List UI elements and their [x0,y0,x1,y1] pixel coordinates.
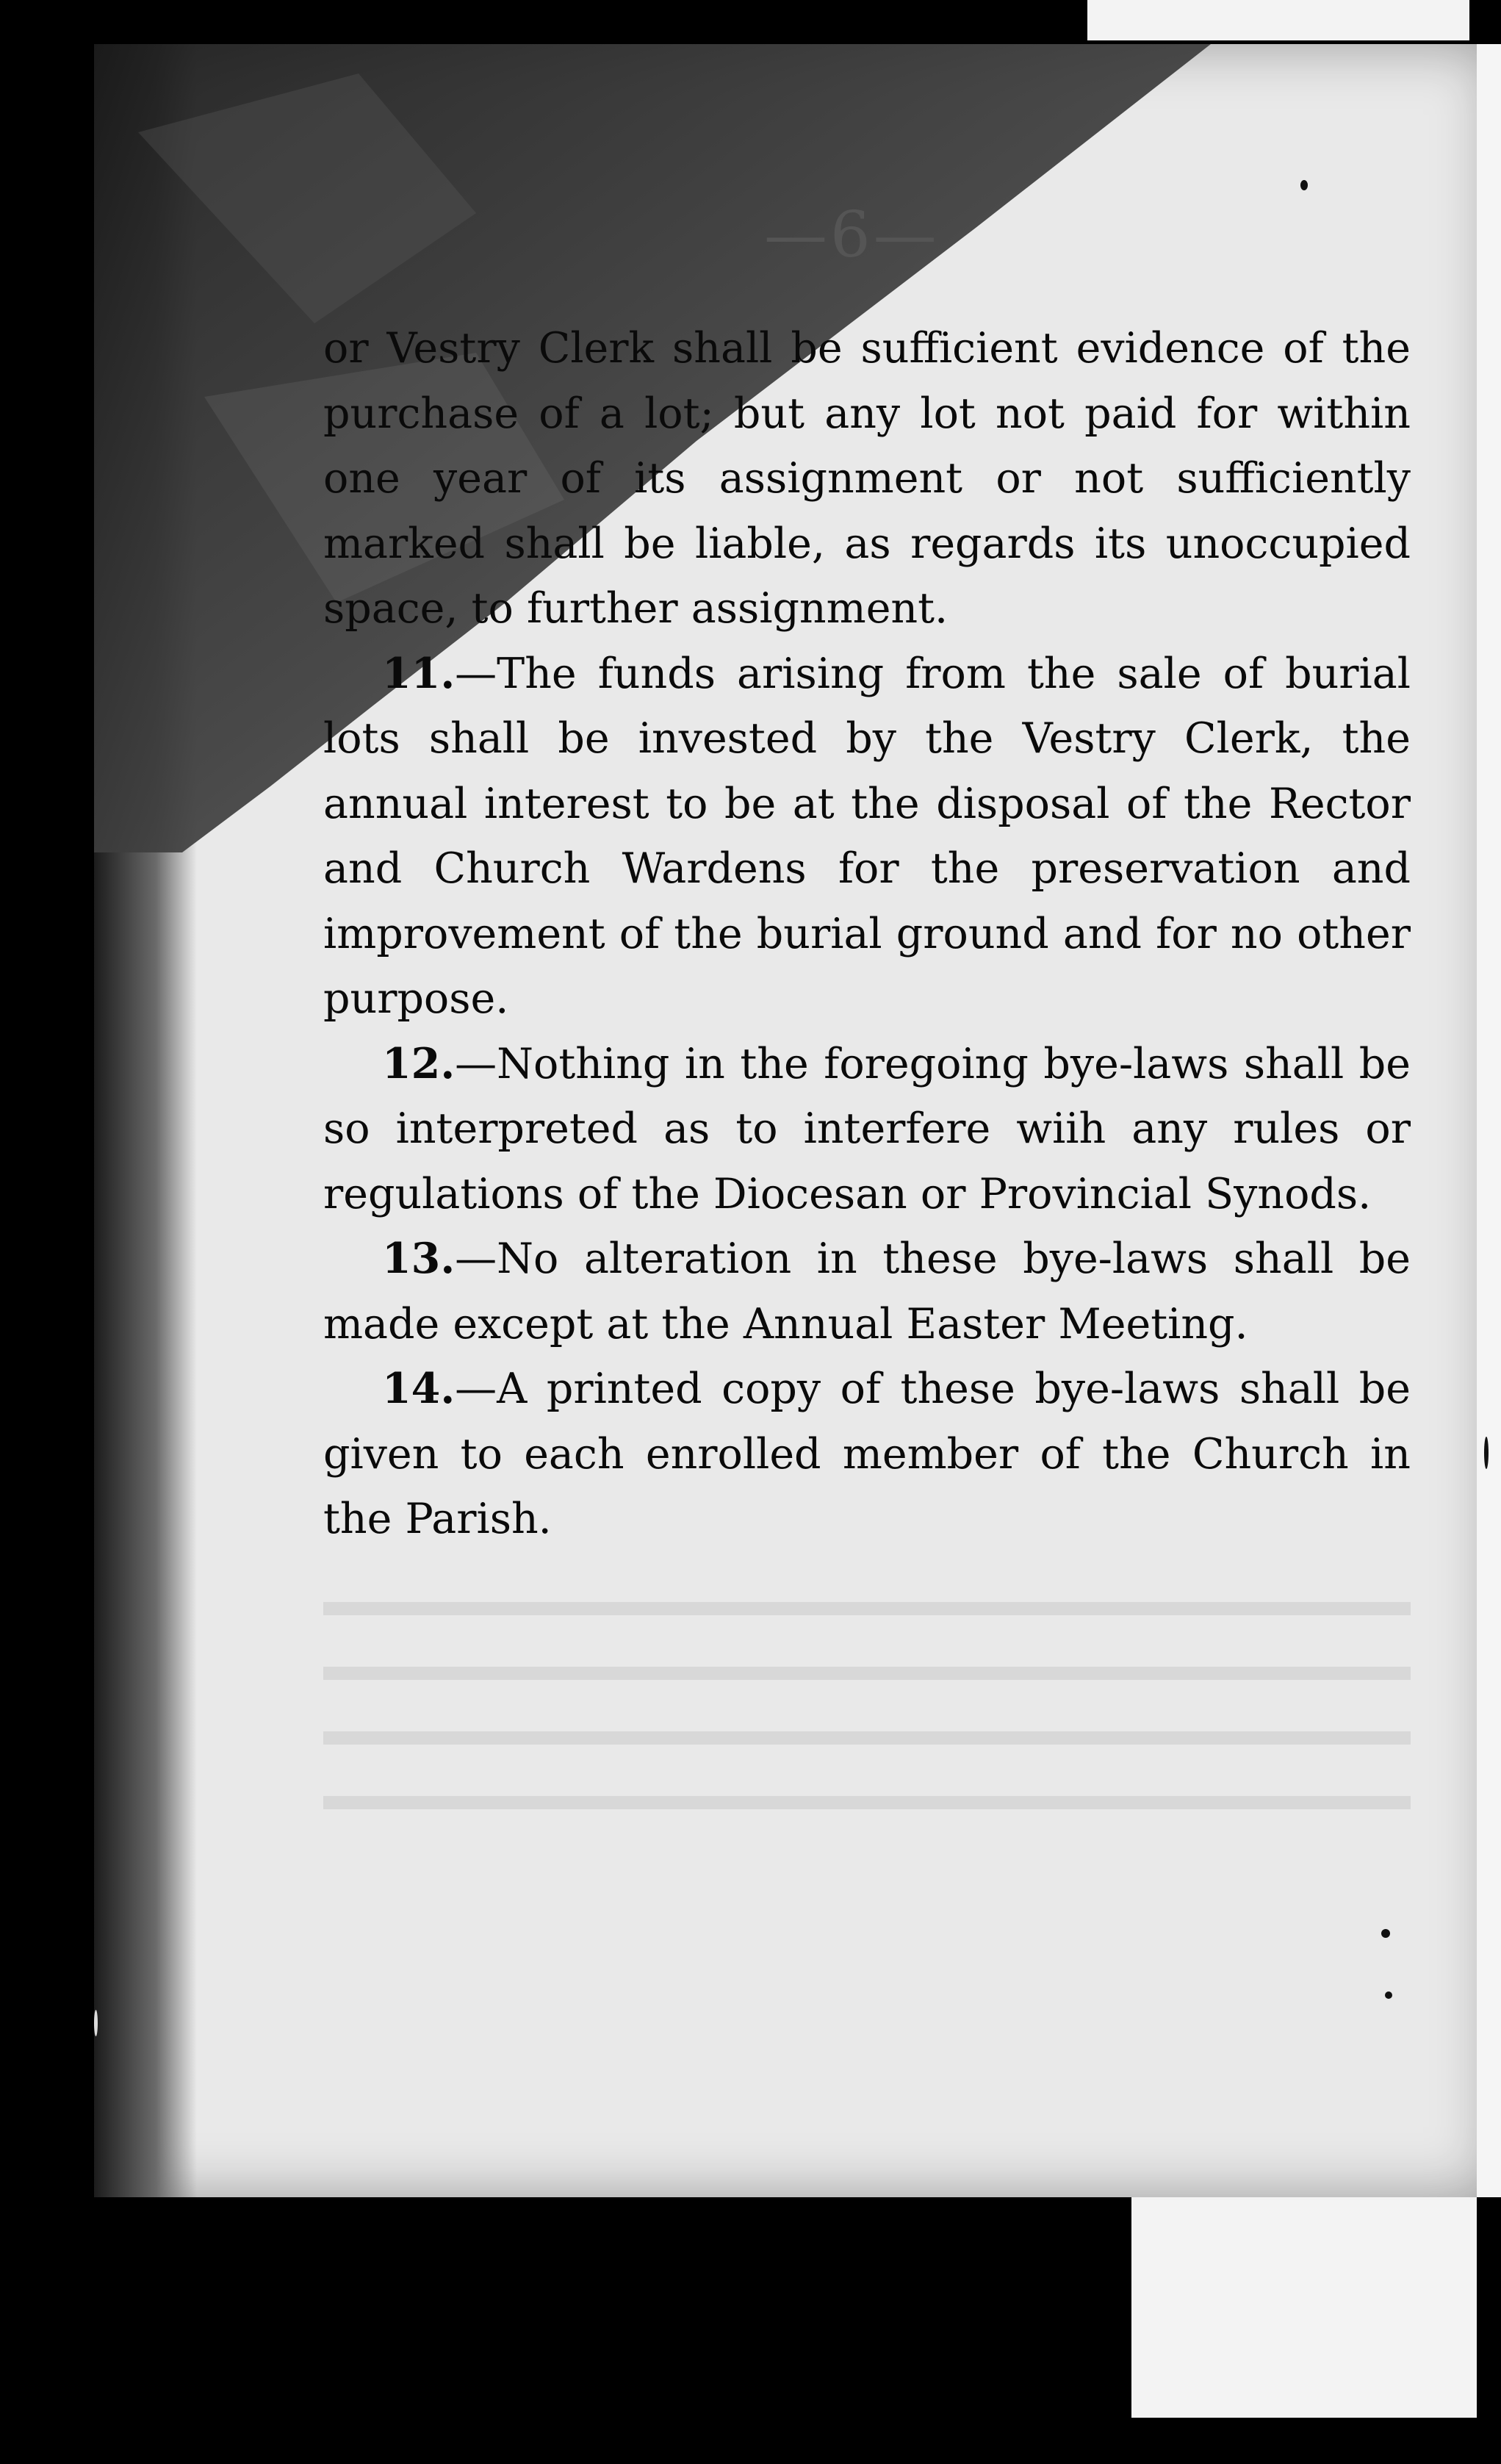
adjacent-page-top [1087,0,1469,40]
adjacent-page-edge [1477,44,1501,2197]
scan-speck [1385,1991,1392,1999]
paragraph-text: —The funds arising from the sale of burial lots shall be invested by the Vestry Clerk, the annual interest to be at the disposal of the Rector and Church Wardens for the preservation and improvement of the burial ground and for no other purpose. [323,649,1411,1023]
page-number: —6— [764,198,940,272]
section-13-paragraph [323,1226,1411,1357]
scan-speck [1484,1437,1489,1469]
section-number: 13. [382,1234,456,1283]
scan-speck [1381,1929,1390,1938]
bleed-through [323,1602,1411,1822]
scan-speck [94,2010,98,2036]
section-11-paragraph [323,642,1411,1032]
section-14-paragraph [323,1357,1411,1552]
document-body [323,316,1411,1552]
section-12-paragraph [323,1032,1411,1227]
paragraph-text: or Vestry Clerk shall be sufficient evidence of the purchase of a lot; but any lot not paid for within one year of its assignment or not sufficiently marked shall be liable, as regards its unoccupied space, to further assignment. [323,324,1411,633]
paragraph-text: —No alteration in these bye-laws shall be made except at the Annual Easter Meeting. [323,1235,1411,1348]
section-number: 14. [382,1364,456,1413]
section-number: 12. [382,1038,456,1088]
paragraph-text: —A printed copy of these bye-laws shall be given to each enrolled member of the Church in the Parish. [323,1365,1411,1543]
scan-speck [1300,180,1308,190]
adjacent-page-bottom [1131,2197,1477,2418]
section-number: 11. [382,648,456,698]
continuation-paragraph [323,316,1411,642]
paragraph-text: —Nothing in the foregoing bye-laws shall be so interpreted as to interfere wiih any rules or regulations of the Diocesan or Provincial Synods. [323,1039,1411,1218]
